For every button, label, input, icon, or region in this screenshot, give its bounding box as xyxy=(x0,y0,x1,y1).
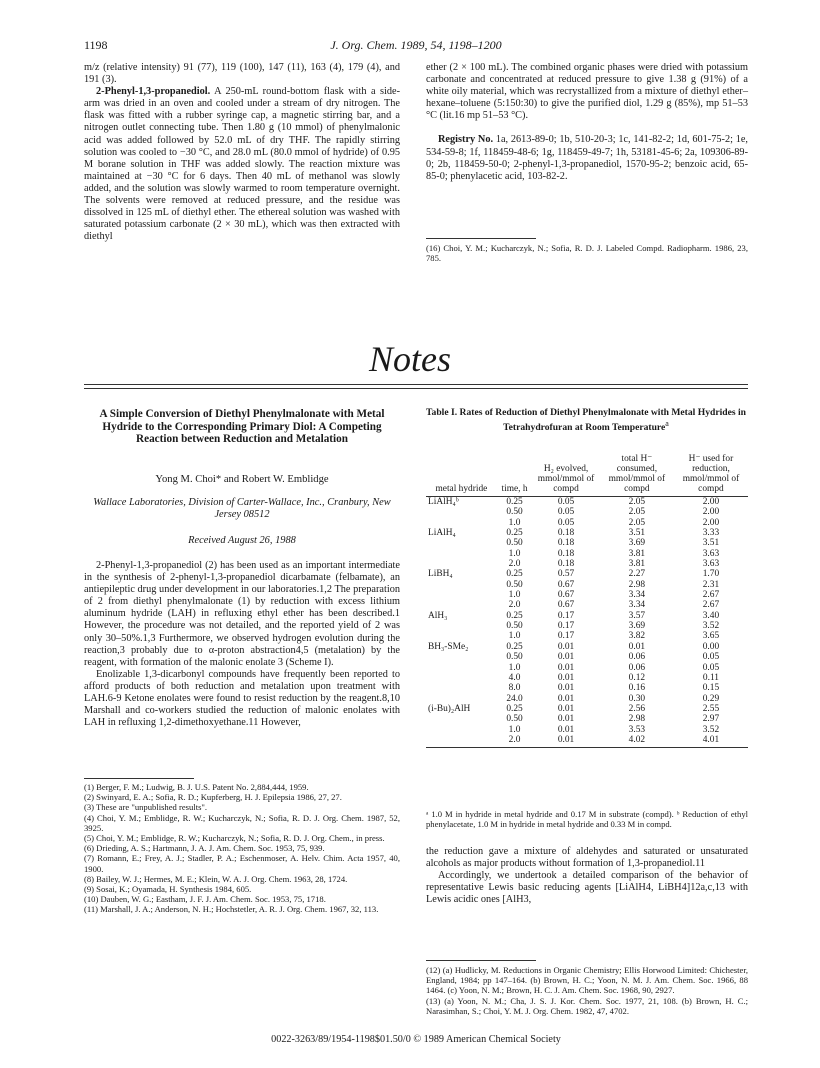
reference-item: (3) These are "unpublished results". xyxy=(84,802,208,813)
body-paragraph-3: the reduction gave a mixture of aldehydes and saturated or unsaturated alcohols as major products without formation of 1,3-propanediol.11 xyxy=(426,846,748,870)
table-row xyxy=(426,683,748,693)
table-cell xyxy=(426,652,497,662)
reference-item: (9) Sosai, K.; Oyamada, H. Synthesis 1984, 605. xyxy=(84,884,252,895)
table-cell: 0.01 xyxy=(557,714,575,725)
table-cell: 0.05 xyxy=(557,507,575,518)
table-cell: LiAlH₄ xyxy=(428,528,456,539)
table-cell: 0.50 xyxy=(506,652,523,663)
registry-paragraph xyxy=(426,134,748,182)
reference-item: (12) (a) Hudlicky, M. Reductions in Organic Chemistry; Ellis Horwood Limited: Chichester, England, 1984; pp 147–164. (b) Brown, H. C.; Yoon, N. M. J. Am. Chem. Soc. 1966, 88 1464. (c) Yoon, N. M.; Brown, H. C. J. Am. Chem. Soc. 1968, 90, 2927. xyxy=(426,965,748,996)
table-cell: 0.25 xyxy=(506,528,523,539)
table-cell: 0.30 xyxy=(628,693,646,704)
table-row xyxy=(426,518,748,528)
table-row xyxy=(426,600,748,610)
table-row xyxy=(426,590,748,600)
body-paragraph-2: Enolizable 1,3-dicarbonyl compounds have frequently been reported to afford products of both reduction and metalation upon treatment with LAH.6-9 Ketone enolates were found to resist reduction by the reagent.8,10 Marshall and co-workers studied the reduction of malonic enolates with LAH in refluxing 1,2-dimethoxyethane.11 However, xyxy=(84,668,400,729)
section-rule-top xyxy=(84,384,748,385)
table-row xyxy=(426,621,748,631)
table-row xyxy=(426,673,748,683)
table-cell: 0.12 xyxy=(628,672,646,683)
table-cell: 2.05 xyxy=(628,507,646,518)
table-cell: 0.25 xyxy=(506,569,523,580)
body-paragraph-4: Accordingly, we undertook a detailed comparison of the behavior of representative Lewis basic reducing agents [LiAlH4, LiBH4]12a,c,13 with Lewis acidic ones [AlH3, xyxy=(426,870,748,906)
table-cell: 2.0 xyxy=(508,559,521,570)
table-row xyxy=(426,538,748,548)
reference-item: (8) Bailey, W. J.; Hermes, M. E.; Klein, W. A. J. Org. Chem. 1963, 28, 1724. xyxy=(84,873,348,884)
table-cell: 0.50 xyxy=(506,507,523,518)
table-cell: 0.01 xyxy=(557,693,575,704)
table-cell: LiBH₄ xyxy=(428,569,453,580)
table-cell: 3.40 xyxy=(702,610,720,621)
table-cell: 0.17 xyxy=(557,610,575,621)
table-row xyxy=(426,507,748,517)
table-cell: 3.81 xyxy=(628,548,646,559)
table-cell xyxy=(426,538,497,548)
table-row xyxy=(426,549,748,559)
table-cell: 0.67 xyxy=(557,579,575,590)
table-row xyxy=(426,642,748,652)
references-rule-left xyxy=(84,778,194,779)
table-cell: 0.25 xyxy=(506,703,523,714)
table-cell: 0.18 xyxy=(557,538,575,549)
table-caption xyxy=(426,407,746,434)
table-cell: LiAlH₄ᵇ xyxy=(428,497,459,507)
table-cell: 0.67 xyxy=(557,590,575,601)
table-cell: 2.00 xyxy=(702,517,720,528)
article-authors: Yong M. Choi* and Robert W. Emblidge xyxy=(155,474,329,485)
reference-item: (1) Berger, F. M.; Ludwig, B. J. U.S. Patent No. 2,884,444, 1959. xyxy=(84,782,309,792)
table-cell: 3.65 xyxy=(702,631,720,642)
table-cell: 3.33 xyxy=(702,528,720,539)
top-left-column xyxy=(84,62,400,243)
table-caption-mark: a xyxy=(665,419,669,429)
table-cell: 0.11 xyxy=(702,672,719,683)
table-cell: 0.18 xyxy=(557,528,575,539)
table-cell: 2.31 xyxy=(702,579,720,590)
table-cell: 0.06 xyxy=(628,652,646,663)
table-header-cell: time, h xyxy=(497,454,532,497)
table-cell: 3.63 xyxy=(702,559,720,570)
table-cell: 2.05 xyxy=(628,517,646,528)
table-cell: 1.0 xyxy=(508,724,521,735)
table-cell xyxy=(426,549,497,559)
table-cell: (i-Bu)₂AlH xyxy=(428,703,471,714)
top-right-column xyxy=(426,62,748,183)
reference-item: (5) Choi, Y. M.; Emblidge, R. W.; Kucharczyk, N.; Sofia, R. D. J. Org. Chem., in press. xyxy=(84,833,385,844)
table-cell: AlH₃ xyxy=(428,610,448,621)
registry-text: 1a, 2613-89-0; 1b, 510-20-3; 1c, 141-82-2; 1d, 601-75-2; 1e, 534-59-8; 1f, 118459-48-6; 1g, 118459-49-7; 1h, 53181-45-6; 2a, 109306-89-0; 2b, 118459-50-0; 2-phenyl-1,3-propanediol, 1570-95-2; benzoic acid, 65-85-0; phenylacetic acid, 103-82-2. xyxy=(426,134,748,182)
table-cell xyxy=(426,580,497,590)
table-cell: 2.00 xyxy=(702,497,720,507)
table-row xyxy=(426,528,748,538)
table-row xyxy=(426,704,748,714)
procedure-continuation: ether (2 × 100 mL). The combined organic phases were dried with potassium carbonate and concentrated at reduced pressure to give 1.38 g (91%) of a white oily material, which was recrystallized from a mixture of diethyl ether–hexane–toluene (5:150:30) to give the purified diol, 1.29 g (85%), mp 51–53 °C (lit.16 mp 51–53 °C). xyxy=(426,62,748,122)
table-cell: 0.05 xyxy=(702,652,720,663)
table-cell: 3.53 xyxy=(628,724,646,735)
table-header-cell: metal hydride xyxy=(426,454,497,497)
procedure-text: A 250-mL round-bottom flask with a side-arm was dried in an oven and cooled under a stream of dry nitrogen. The flask was fitted with a rubber syringe cap, a magnetic stirring bar, and a nitrogen outlet connecting tube. Then 1.80 g (10 mmol) of phenylmalonic acid was added followed by 52.0 mL of dry THF. The rapidly stirring solution was cooled to −30 °C, and 28.0 mL (80.0 mmol of hydride) of 0.95 M borane solution in THF was added slowly. The reaction mixture was maintained at −30 °C for 6 days. Then 40 mL of methanol was slowly added, and the solution was slowly warmed to room temperature overnight. The solvents were removed at reduced pressure, and the residue was dissolved in 125 mL of diethyl ether. The ethereal solution was washed with saturated potassium carbonate (2 × 30 mL), which was then extracted with diethyl xyxy=(84,86,401,243)
article-body-right xyxy=(426,846,748,906)
reference-item: (10) Dauben, W. G.; Eastham, J. F. J. Am. Chem. Soc. 1953, 75, 1718. xyxy=(84,894,326,905)
table-cell xyxy=(426,559,497,569)
table-cell: 0.05 xyxy=(557,497,575,507)
table-cell xyxy=(426,714,497,724)
table-row xyxy=(426,497,748,508)
table-cell: 3.63 xyxy=(702,548,720,559)
table-cell: 4.01 xyxy=(674,735,748,748)
article-body-left xyxy=(84,560,400,729)
table-header-cell: H₂ evolved, mmol/mmol of compd xyxy=(532,454,600,497)
table-cell: 0.15 xyxy=(702,683,720,694)
references-left xyxy=(84,782,400,915)
table-cell: 0.01 xyxy=(557,672,575,683)
page-footer: 0022-3263/89/1954-1198$01.50/0 © 1989 American Chemical Society xyxy=(271,1034,561,1045)
footnote-rule xyxy=(426,238,536,239)
table-cell: 3.34 xyxy=(628,600,646,611)
table-cell: 24.0 xyxy=(506,693,523,704)
table-cell: 0.05 xyxy=(557,517,575,528)
table-cell: 3.52 xyxy=(702,724,720,735)
table-cell: 1.0 xyxy=(508,631,521,642)
table-row xyxy=(426,735,748,748)
table-row xyxy=(426,663,748,673)
table-cell: 0.29 xyxy=(702,693,720,704)
table-row xyxy=(426,652,748,662)
table-cell: 0.01 xyxy=(557,641,575,652)
table-row xyxy=(426,631,748,641)
table-cell: 0.50 xyxy=(506,621,523,632)
section-rule-bottom xyxy=(84,388,748,389)
table-cell xyxy=(426,518,497,528)
references-right xyxy=(426,965,748,1016)
procedure-heading: 2-Phenyl-1,3-propanediol. xyxy=(96,86,211,98)
registry-heading: Registry No. xyxy=(438,134,494,146)
table-cell: 0.06 xyxy=(628,662,646,673)
table-cell: 1.0 xyxy=(508,590,521,601)
table-cell: 3.69 xyxy=(628,621,646,632)
table-header-cell: total H⁻ consumed, mmol/mmol of compd xyxy=(600,454,674,497)
table-cell: 2.27 xyxy=(628,569,646,580)
table-cell: 0.25 xyxy=(506,610,523,621)
table-cell: 3.52 xyxy=(702,621,720,632)
table-caption-text: Table I. Rates of Reduction of Diethyl Phenylmalonate with Metal Hydrides in Tetrahydrofuran at Room Temperature xyxy=(426,407,746,434)
table-cell xyxy=(426,600,497,610)
table-cell: 0.01 xyxy=(557,724,575,735)
table-row xyxy=(426,725,748,735)
table-cell: 3.57 xyxy=(628,610,646,621)
table-cell: 3.82 xyxy=(628,631,646,642)
table-cell: 2.05 xyxy=(628,497,646,507)
table-cell: 0.01 xyxy=(557,662,575,673)
table-cell xyxy=(426,590,497,600)
article-title: A Simple Conversion of Diethyl Phenylmalonate with Metal Hydride to the Corresponding Primary Diol: A Competing Reaction between Reduction and Metalation xyxy=(99,408,385,446)
reference-item: (7) Romann, E.; Frey, A. J.; Stadler, P. A.; Eschenmoser, A. Helv. Chim. Acta 1957, 40, 1900. xyxy=(84,853,400,874)
body-paragraph-1: 2-Phenyl-1,3-propanediol (2) has been used as an important intermediate in the synthesis of 2-phenyl-1,3-propanediol dicarbamate (felbamate), an antiepileptic drug under development in our laboratories.1,2 The preparation of 2 from diethyl phenylmalonate (1) by reduction with excess lithium aluminum hydride (LAH) in refluxing ethyl ether has been described.1 However, the procedure was not detailed, and the reported yield of 2 was only 30–50%.1,3 Furthermore, we observed hydrogen evolution during the reaction,3 probably due to α-proton abstraction4,5 (metalation) by the reagent, with formation of the malonic enolate 3 (Scheme I). xyxy=(84,560,400,668)
reference-item: (4) Choi, Y. M.; Emblidge, R. W.; Kucharczyk, N.; Sofia, R. D. J. Org. Chem. 1987, 52, 3925. xyxy=(84,812,400,833)
journal-citation: J. Org. Chem. 1989, 54, 1198–1200 xyxy=(330,38,502,52)
table-cell: 0.17 xyxy=(557,631,575,642)
table-cell: BH₃-SMe₂ xyxy=(428,641,469,652)
table-row xyxy=(426,611,748,621)
table-cell: 0.00 xyxy=(702,641,720,652)
table-cell: 2.00 xyxy=(702,507,720,518)
table-cell: 2.56 xyxy=(628,703,646,714)
reference-item: (11) Marshall, J. A.; Anderson, N. H.; Hochstetler, A. R. J. Org. Chem. 1967, 32, 113. xyxy=(84,904,379,915)
table-cell: 2.67 xyxy=(702,600,720,611)
table-footnote: ᵃ 1.0 M in hydride in metal hydride and 0.17 M in substrate (compd). ᵇ Reduction of ethyl phenylacetate, 1.0 M in hydride in metal hydride and 0.33 M in compd. xyxy=(426,809,748,830)
procedure-paragraph xyxy=(84,86,400,243)
table-cell xyxy=(426,683,497,693)
table-cell: 0.50 xyxy=(506,579,523,590)
table-cell: 2.55 xyxy=(702,703,720,714)
table-cell xyxy=(426,621,497,631)
table-row xyxy=(426,694,748,704)
table-cell: 0.01 xyxy=(557,703,575,714)
ms-data-paragraph: m/z (relative intensity) 91 (77), 119 (100), 147 (11), 163 (4), 179 (4), and 191 (3). xyxy=(84,62,400,86)
reference-item: (2) Swinyard, E. A.; Sofia, R. D.; Kupferberg, H. J. Epilepsia 1986, 27, 27. xyxy=(84,792,342,803)
references-rule-right xyxy=(426,960,536,961)
reference-16: (16) Choi, Y. M.; Kucharczyk, N.; Sofia, R. D. J. Labeled Compd. Radiopharm. 1986, 23, 785. xyxy=(426,243,748,264)
table-cell xyxy=(426,673,497,683)
table-cell: 2.98 xyxy=(628,714,646,725)
table-cell: 0.18 xyxy=(557,559,575,570)
table-row xyxy=(426,569,748,579)
table-cell: 0.01 xyxy=(557,652,575,663)
table-cell: 0.05 xyxy=(702,662,720,673)
table-cell: 0.50 xyxy=(506,714,523,725)
table-cell: 3.51 xyxy=(628,528,646,539)
rates-table xyxy=(426,454,748,748)
reference-item: (6) Drieding, A. S.; Hartmann, J. A. J. Am. Chem. Soc. 1953, 75, 939. xyxy=(84,843,325,854)
table-cell xyxy=(426,631,497,641)
table-header-row xyxy=(426,454,748,497)
table-cell xyxy=(426,735,497,748)
table-cell: 0.50 xyxy=(506,538,523,549)
table-cell: 3.69 xyxy=(628,538,646,549)
table-cell xyxy=(426,694,497,704)
reference-item: (13) (a) Yoon, N. M.; Cha, J. S. J. Kor. Chem. Soc. 1977, 21, 108. (b) Brown, H. C.; Narasimhan, S.; Choi, Y. M. J. Org. Chem. 1982, 47, 4702. xyxy=(426,995,748,1016)
table-cell: 0.67 xyxy=(557,600,575,611)
table-cell: 3.34 xyxy=(628,590,646,601)
table-cell: 4.02 xyxy=(600,735,674,748)
page-number: 1198 xyxy=(84,38,108,52)
table-cell xyxy=(426,507,497,517)
table-cell: 2.67 xyxy=(702,590,720,601)
table-cell xyxy=(426,725,497,735)
table-cell: 0.17 xyxy=(557,621,575,632)
table-cell: 1.0 xyxy=(508,662,521,673)
table-cell: 2.98 xyxy=(628,579,646,590)
table-cell: 0.01 xyxy=(557,683,575,694)
table-cell: 4.0 xyxy=(508,672,521,683)
table-cell: 2.97 xyxy=(702,714,720,725)
table-cell: 0.01 xyxy=(628,641,646,652)
table-row xyxy=(426,580,748,590)
table-cell: 8.0 xyxy=(508,683,521,694)
table-cell: 1.70 xyxy=(702,569,720,580)
table-cell: 1.0 xyxy=(508,548,521,559)
table-cell: 0.16 xyxy=(628,683,646,694)
received-date: Received August 26, 1988 xyxy=(188,535,296,546)
article-affiliation: Wallace Laboratories, Division of Carter-Wallace, Inc., Cranbury, New Jersey 08512 xyxy=(93,497,391,520)
table-cell: 0.01 xyxy=(532,735,600,748)
table-cell: 3.51 xyxy=(702,538,720,549)
table-cell: 1.0 xyxy=(508,517,521,528)
table-header-cell: H⁻ used for reduction, mmol/mmol of compd xyxy=(674,454,748,497)
table-row xyxy=(426,559,748,569)
table-cell: 0.57 xyxy=(557,569,575,580)
table-cell xyxy=(426,663,497,673)
table-row xyxy=(426,714,748,724)
table-cell: 0.25 xyxy=(506,641,523,652)
table-cell: 2.0 xyxy=(497,735,532,748)
table-cell: 0.25 xyxy=(506,497,523,507)
table-cell: 2.0 xyxy=(508,600,521,611)
table-cell: 3.81 xyxy=(628,559,646,570)
table-cell: 0.18 xyxy=(557,548,575,559)
section-title: Notes xyxy=(368,339,451,379)
